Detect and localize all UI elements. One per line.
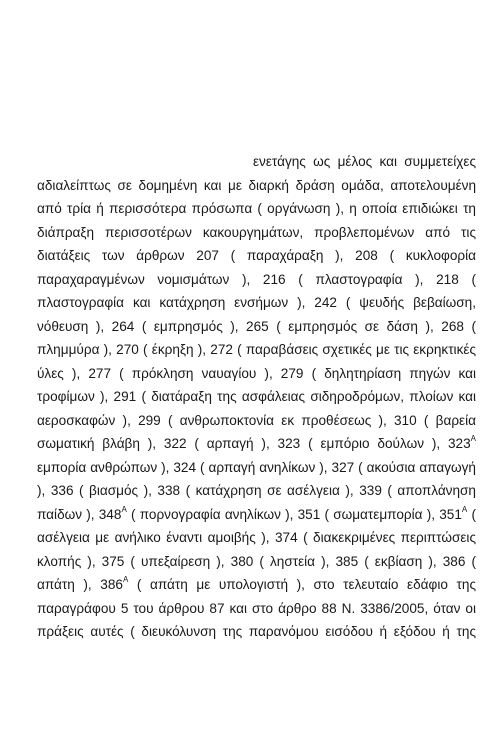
text-line	[37, 244, 476, 268]
text-line	[37, 550, 476, 574]
text-segment: ύλες ), 277 ( πρόκληση ναυαγίου ), 279 ( δηλητηρίαση πηγών και	[37, 365, 476, 381]
text-line	[37, 503, 476, 527]
superscript: Α	[470, 434, 476, 444]
text-segment: παίδων ), 348	[37, 506, 122, 522]
text-segment: ασέλγεια με ανήλικο έναντι αμοιβής ), 374 ( διακεκριμένες περιπτώσεις	[37, 530, 476, 545]
text-line	[37, 221, 476, 245]
text-line	[37, 197, 476, 221]
text-line	[37, 620, 476, 644]
text-segment: αεροσκαφών ), 299 ( ανθρωποκτονία εκ προθέσεως ), 310 ( βαρεία	[37, 412, 476, 428]
text-segment: απάτη ), 386	[37, 577, 123, 592]
text-line	[37, 409, 476, 433]
text-segment: (	[467, 506, 476, 522]
superscript: Α	[121, 504, 127, 514]
superscript: Α	[461, 504, 468, 514]
text-segment: τροφίμων ), 291 ( διατάραξη της ασφάλειας σιδηροδρόμων, πλοίων και	[37, 389, 476, 404]
text-segment: ), 336 ( βιασμός ), 338 ( κατάχρηση σε ασέλγεια ), 339 ( αποπλάνηση	[37, 483, 476, 498]
text-line	[37, 526, 476, 550]
text-segment: παραχαραγμένων νομισμάτων ), 216 ( πλαστογραφία ), 218 (	[37, 271, 476, 287]
text-line	[37, 268, 476, 292]
text-line	[37, 315, 476, 339]
text-segment: πλημμύρα ), 270 ( έκρηξη ), 272 ( παραβάσεις σχετικές με τις εκρηκτικές	[37, 342, 476, 357]
text-segment: ( απάτη με υπολογιστή ), στο τελευταίο εδάφιο της	[128, 577, 476, 592]
text-segment: διάπραξη περισσοτέρων κακουργημάτων, προβλεπομένων από τις	[37, 224, 476, 240]
superscript: Α	[122, 575, 129, 585]
text-line	[37, 456, 476, 480]
text-line	[37, 338, 476, 362]
text-segment: εμπορία ανθρώπων ), 324 ( αρπαγή ανηλίκων ), 327 ( ακούσια απαγωγή	[37, 459, 476, 475]
text-line	[37, 150, 476, 174]
text-line	[37, 597, 476, 621]
text-line	[37, 573, 476, 597]
text-line	[37, 362, 476, 386]
text-line	[37, 385, 476, 409]
text-segment: πράξεις αυτές ( διευκόλυνση της παρανόμου εισόδου ή εξόδου ή της	[37, 624, 476, 639]
text-segment: από τρία ή περισσότερα πρόσωπα ( οργάνωση ), η οποία επιδιώκει τη	[37, 201, 476, 216]
text-segment: κλοπής ), 375 ( υπεξαίρεση ), 380 ( ληστεία ), 385 ( εκβίαση ), 386 (	[37, 553, 476, 569]
text-line	[37, 291, 476, 315]
document-body-text	[37, 150, 476, 644]
text-line	[37, 479, 476, 503]
text-segment: ( πορνογραφία ανηλίκων ), 351 ( σωματεμπορία ), 351	[126, 506, 462, 522]
text-segment: αδιαλείπτως σε δομημένη και με διαρκή δράση ομάδα, αποτελουμένη	[37, 177, 476, 193]
text-segment: σωματική βλάβη ), 322 ( αρπαγή ), 323 ( εμπόριο δούλων ), 323	[37, 436, 471, 451]
text-segment: πλαστογραφία και κατάχρηση ενσήμων ), 242 ( ψευδής βεβαίωση,	[37, 295, 476, 310]
text-segment: νόθευση ), 264 ( εμπρησμός ), 265 ( εμπρησμός σε δάση ), 268 (	[37, 318, 476, 334]
text-segment: ενετάγης ως μέλος και συμμετείχες	[253, 154, 476, 169]
text-segment: διατάξεις των άρθρων 207 ( παραχάραξη ), 208 ( κυκλοφορία	[37, 248, 476, 263]
text-segment: παραγράφου 5 του άρθρου 87 και στο άρθρο 88 Ν. 3386/2005, όταν οι	[37, 600, 476, 616]
text-line	[37, 432, 476, 456]
text-line	[37, 174, 476, 198]
